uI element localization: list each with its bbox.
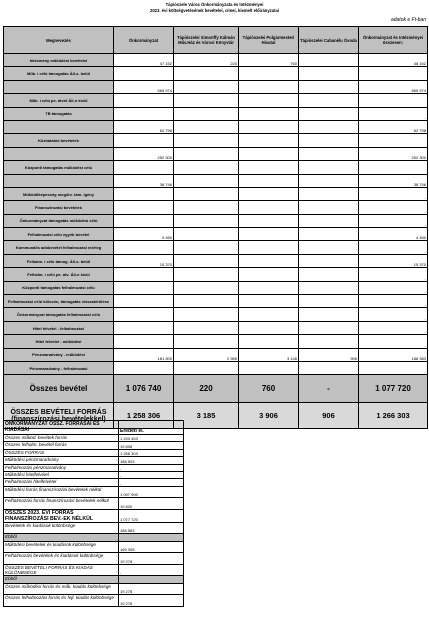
summary-value: 1 243 453 bbox=[119, 435, 184, 442]
table-row bbox=[4, 228, 428, 241]
summary-value: 188 583 bbox=[119, 522, 184, 534]
cell-value: 906 bbox=[299, 348, 359, 361]
summary-label: Felhalmozási hitelfelvétel bbox=[4, 479, 119, 486]
cell-value: 38 746 bbox=[359, 174, 428, 187]
column-header: Megnevezés bbox=[4, 27, 114, 54]
cell-value: - bbox=[299, 375, 359, 403]
table-row bbox=[4, 214, 428, 227]
cell-value: - bbox=[359, 187, 428, 200]
table-row bbox=[4, 201, 428, 214]
row-label: Pénzmaradvány - működési bbox=[4, 348, 114, 361]
cell-value bbox=[114, 335, 174, 348]
cell-value bbox=[114, 321, 174, 334]
cell-value bbox=[239, 120, 299, 133]
cell-value bbox=[299, 214, 359, 227]
summary-value: - bbox=[119, 564, 184, 576]
cell-value: 906 bbox=[299, 403, 359, 429]
summary-row bbox=[4, 595, 184, 607]
table-row bbox=[4, 254, 428, 267]
summary-title: ÖNKORMÁNYZAT ÖSSZ. FORRÁSAI ÉS KIADÁSAI bbox=[4, 421, 119, 435]
table-row bbox=[4, 348, 428, 361]
row-label: Pénzmaradvány - felhalmozási bbox=[4, 361, 114, 374]
column-header: Önkormányzat és Intézményei összesen: bbox=[359, 27, 428, 54]
table-row bbox=[4, 361, 428, 374]
column-header: Tápiószelei Cabanélu Óvoda bbox=[299, 27, 359, 54]
cell-value: 1 076 740 bbox=[114, 375, 174, 403]
cell-value bbox=[174, 254, 239, 267]
table-row bbox=[4, 321, 428, 334]
cell-value bbox=[299, 321, 359, 334]
row-label: Finanszírozási bevételek bbox=[4, 201, 114, 214]
table-row bbox=[4, 80, 428, 93]
cell-value bbox=[239, 321, 299, 334]
summary-row bbox=[4, 553, 184, 565]
cell-value: 188 383 bbox=[359, 348, 428, 361]
cell-value bbox=[114, 161, 174, 174]
summary-row bbox=[4, 435, 184, 442]
row-label bbox=[4, 147, 114, 160]
cell-value bbox=[114, 134, 174, 147]
cell-value bbox=[114, 214, 174, 227]
summary-row bbox=[4, 576, 184, 583]
summary-column-header: Eredeti ei. bbox=[119, 421, 184, 435]
cell-value bbox=[239, 187, 299, 200]
cell-value bbox=[174, 161, 239, 174]
cell-value bbox=[239, 268, 299, 281]
table-row bbox=[4, 54, 428, 67]
unit-note: adatok e Ft-ban bbox=[390, 17, 426, 23]
cell-value: - bbox=[359, 295, 428, 308]
summary-label: Felhalmozási forrás finanszírozási bevételek nélkül bbox=[4, 498, 119, 510]
summary-label: Összes működ. bevétek forrás bbox=[4, 435, 119, 442]
cell-value bbox=[299, 308, 359, 321]
summary-label: Összes felhalm. bevétel forrás bbox=[4, 442, 119, 449]
cell-value bbox=[239, 161, 299, 174]
summary-row bbox=[4, 498, 184, 510]
summary-row bbox=[4, 522, 184, 534]
cell-value bbox=[114, 361, 174, 374]
summary-label: Felhalmozási pénzmaradvány bbox=[4, 464, 119, 471]
summary-label: Bevételek és kiadások különbsége bbox=[4, 522, 119, 534]
summary-row bbox=[4, 509, 184, 522]
cell-value bbox=[114, 268, 174, 281]
summary-value: - bbox=[119, 471, 184, 478]
cell-value bbox=[299, 147, 359, 160]
cell-value bbox=[174, 321, 239, 334]
cell-value: 252 300 bbox=[114, 147, 174, 160]
summary-label: Működési pénzmaradvány bbox=[4, 457, 119, 464]
cell-value bbox=[359, 94, 428, 107]
row-label: Hitel felvétel - működési bbox=[4, 335, 114, 348]
row-label bbox=[4, 174, 114, 187]
table-row bbox=[4, 107, 428, 120]
row-label: Kommunális adóbevétel felhalmozási mérleg bbox=[4, 241, 114, 254]
cell-value: 665 974 bbox=[359, 80, 428, 93]
summary-row bbox=[4, 457, 184, 464]
cell-value: 220 bbox=[174, 375, 239, 403]
cell-value bbox=[299, 67, 359, 80]
table-row bbox=[4, 335, 428, 348]
cell-value bbox=[359, 134, 428, 147]
summary-row bbox=[4, 479, 184, 486]
summary-label: Működési forrás finanszírozási bevételek nélkül bbox=[4, 486, 119, 498]
cell-value: 4 450 bbox=[359, 228, 428, 241]
cell-value bbox=[239, 94, 299, 107]
cell-value: - bbox=[359, 201, 428, 214]
cell-value bbox=[239, 80, 299, 93]
cell-value: 181 500 bbox=[114, 348, 174, 361]
summary-row bbox=[4, 564, 184, 576]
cell-value bbox=[299, 201, 359, 214]
sum-row bbox=[4, 375, 428, 403]
summary-label: Összes működési forrás és műk. kiadás különbsége bbox=[4, 583, 119, 595]
cell-value bbox=[239, 254, 299, 267]
cell-value bbox=[174, 174, 239, 187]
cell-value: - bbox=[359, 107, 428, 120]
cell-value bbox=[299, 335, 359, 348]
summary-row bbox=[4, 442, 184, 449]
cell-value: 1 077 720 bbox=[359, 375, 428, 403]
table-row bbox=[4, 295, 428, 308]
cell-value bbox=[299, 80, 359, 93]
cell-value bbox=[174, 147, 239, 160]
cell-value: - bbox=[359, 214, 428, 227]
summary-value: 1 057 900 bbox=[119, 486, 184, 498]
cell-value: 760 bbox=[239, 54, 299, 67]
cell-value: 1 258 306 bbox=[114, 403, 174, 429]
cell-value: 3 146 bbox=[239, 348, 299, 361]
cell-value bbox=[174, 268, 239, 281]
cell-value: 3 185 bbox=[174, 403, 239, 429]
table-row bbox=[4, 94, 428, 107]
row-label: Önkormányzat támogatás működési célú bbox=[4, 214, 114, 227]
cell-value: - bbox=[359, 321, 428, 334]
cell-value: - bbox=[359, 241, 428, 254]
cell-value bbox=[174, 67, 239, 80]
cell-value bbox=[359, 161, 428, 174]
cell-value: 665 974 bbox=[114, 80, 174, 93]
summary-value: - bbox=[119, 479, 184, 486]
document-subtitle: 2023. évi költségvetésének bevételei, címei, kiemelt előirányzatai bbox=[150, 8, 279, 13]
table-row bbox=[4, 147, 428, 160]
summary-label: ÖSSZES FORRÁS bbox=[4, 449, 119, 456]
summary-value: - bbox=[119, 464, 184, 471]
cell-value bbox=[174, 201, 239, 214]
summary-value: 19 820 bbox=[119, 498, 184, 510]
cell-value: 47 152 bbox=[114, 54, 174, 67]
cell-value: 15 370 bbox=[114, 254, 174, 267]
cell-value: - bbox=[359, 361, 428, 374]
summary-label: ÖSSZES 2023. ÉVI FORRÁS FINANSZÍROZÁSI BEV.-EK NÉLKÜL bbox=[4, 509, 119, 522]
cell-value bbox=[239, 335, 299, 348]
revenue-table bbox=[3, 26, 428, 429]
table-row bbox=[4, 241, 428, 254]
cell-value bbox=[239, 214, 299, 227]
row-label: Felhalm. i célú támog. Áll-s. belül bbox=[4, 254, 114, 267]
row-label: Hitel felvétel - felhalmozási bbox=[4, 321, 114, 334]
cell-value: - bbox=[359, 308, 428, 321]
column-header: Tápiószelei Simonffy Kálmán Műv.Ház és Városi Könyvtár bbox=[174, 27, 239, 54]
cell-value bbox=[239, 134, 299, 147]
cell-value: 2 965 bbox=[174, 348, 239, 361]
cell-value bbox=[174, 214, 239, 227]
summary-row bbox=[4, 471, 184, 478]
row-label: Intézmény működési bevételei bbox=[4, 54, 114, 67]
table-row bbox=[4, 174, 428, 187]
summary-label: Ebből bbox=[4, 576, 119, 583]
summary-table bbox=[3, 420, 184, 607]
cell-value: 3 906 bbox=[239, 403, 299, 429]
cell-value bbox=[114, 94, 174, 107]
table-row bbox=[4, 161, 428, 174]
table-row bbox=[4, 134, 428, 147]
cell-value: 220 bbox=[174, 54, 239, 67]
row-label: Műk. i célú támogatás Áll-s. belül bbox=[4, 67, 114, 80]
cell-value bbox=[114, 107, 174, 120]
cell-value bbox=[114, 295, 174, 308]
summary-row bbox=[4, 449, 184, 456]
cell-value bbox=[239, 174, 299, 187]
cell-value: 15 370 bbox=[359, 254, 428, 267]
table-row bbox=[4, 281, 428, 294]
cell-value bbox=[299, 295, 359, 308]
row-label: Felhalmozási célú kölcsön, támogatás visszatérülése bbox=[4, 295, 114, 308]
summary-value: 19 836 bbox=[119, 442, 184, 449]
cell-value bbox=[174, 335, 239, 348]
cell-value: 252 300 bbox=[359, 147, 428, 160]
summary-value: 19 278 bbox=[119, 595, 184, 607]
cell-value bbox=[174, 228, 239, 241]
cell-value bbox=[359, 67, 428, 80]
table-row bbox=[4, 67, 428, 80]
summary-value: 188 503 bbox=[119, 457, 184, 464]
cell-value bbox=[299, 134, 359, 147]
summary-label: ÖSSZES BEVÉTELI FORRÁS ÉS KIADÁS KÜLÖNBSÉGE bbox=[4, 564, 119, 576]
summary-row bbox=[4, 534, 184, 541]
column-header: Tápiószelei Polgármesteri Hivatal bbox=[239, 27, 299, 54]
cell-value bbox=[299, 228, 359, 241]
row-label: Összes bevétel bbox=[4, 375, 114, 403]
cell-value bbox=[299, 120, 359, 133]
row-label: Központi támogatás felhalmozási célú bbox=[4, 281, 114, 294]
cell-value bbox=[174, 80, 239, 93]
cell-value bbox=[174, 295, 239, 308]
cell-value: 62 798 bbox=[359, 120, 428, 133]
row-label: TB támogatás bbox=[4, 107, 114, 120]
summary-label: Működési hitelfelvétel bbox=[4, 471, 119, 478]
summary-row bbox=[4, 541, 184, 553]
table-row bbox=[4, 308, 428, 321]
cell-value bbox=[299, 187, 359, 200]
cell-value: - bbox=[359, 335, 428, 348]
row-label: Közhatalmi bevételek bbox=[4, 134, 114, 147]
row-label: Felhalm. i célú pe. átv. Áll-n kívül bbox=[4, 268, 114, 281]
cell-value bbox=[299, 94, 359, 107]
cell-value bbox=[299, 361, 359, 374]
cell-value bbox=[174, 281, 239, 294]
cell-value bbox=[174, 241, 239, 254]
cell-value: 38 746 bbox=[114, 174, 174, 187]
summary-row bbox=[4, 464, 184, 471]
summary-value: 19 278 bbox=[119, 583, 184, 595]
cell-value: 48 152 bbox=[359, 54, 428, 67]
cell-value bbox=[114, 187, 174, 200]
cell-value: - bbox=[359, 281, 428, 294]
cell-value bbox=[174, 187, 239, 200]
cell-value bbox=[299, 54, 359, 67]
summary-label: Összes felhalmozási forrás és fejl. kiadás különbsége bbox=[4, 595, 119, 607]
cell-value: 4 450 bbox=[114, 228, 174, 241]
summary-label: Ebből bbox=[4, 534, 119, 541]
row-label: Központi támogatás működési célú bbox=[4, 161, 114, 174]
cell-value bbox=[174, 107, 239, 120]
cell-value bbox=[299, 268, 359, 281]
cell-value bbox=[299, 161, 359, 174]
table-row bbox=[4, 268, 428, 281]
row-label bbox=[4, 120, 114, 133]
summary-label: Felhalmozási bevételek és kiadások különbsége bbox=[4, 553, 119, 565]
row-label: Önkormányzat támogatás felhalmozási célú bbox=[4, 308, 114, 321]
cell-value bbox=[239, 201, 299, 214]
cell-value: 760 bbox=[239, 375, 299, 403]
summary-value: 1 077 720 bbox=[119, 509, 184, 522]
cell-value bbox=[174, 361, 239, 374]
summary-value: 19 278 bbox=[119, 553, 184, 565]
row-label: ÖSSZES BEVÉTELI FORRÁS (finanszírozási bevételekkel) bbox=[4, 403, 114, 429]
cell-value bbox=[174, 134, 239, 147]
row-label: Működőképesség megőrz. tám. Igény bbox=[4, 187, 114, 200]
cell-value bbox=[114, 67, 174, 80]
summary-value: 169 305 bbox=[119, 541, 184, 553]
cell-value bbox=[239, 281, 299, 294]
row-label: Felhalmozási célú egyéb bevétel bbox=[4, 228, 114, 241]
table-row bbox=[4, 120, 428, 133]
cell-value bbox=[299, 241, 359, 254]
cell-value bbox=[239, 361, 299, 374]
summary-value: 1 266 303 bbox=[119, 449, 184, 456]
row-label: Műk. i célú pe. átvét Áll-n kívül bbox=[4, 94, 114, 107]
cell-value bbox=[239, 147, 299, 160]
cell-value bbox=[239, 241, 299, 254]
cell-value: 1 266 303 bbox=[359, 403, 428, 429]
row-label bbox=[4, 80, 114, 93]
cell-value bbox=[239, 107, 299, 120]
cell-value: - bbox=[359, 268, 428, 281]
cell-value bbox=[174, 94, 239, 107]
cell-value bbox=[239, 308, 299, 321]
cell-value: 62 798 bbox=[114, 120, 174, 133]
cell-value bbox=[114, 201, 174, 214]
cell-value bbox=[114, 281, 174, 294]
cell-value bbox=[299, 254, 359, 267]
cell-value bbox=[239, 67, 299, 80]
document-title: Tápiószele Város Önkormányzata és Intézményei bbox=[165, 2, 264, 7]
cell-value bbox=[114, 308, 174, 321]
summary-value bbox=[119, 534, 184, 541]
cell-value bbox=[239, 228, 299, 241]
summary-value bbox=[119, 576, 184, 583]
cell-value bbox=[299, 281, 359, 294]
cell-value bbox=[239, 295, 299, 308]
cell-value bbox=[174, 120, 239, 133]
summary-row bbox=[4, 583, 184, 595]
cell-value bbox=[114, 241, 174, 254]
summary-row bbox=[4, 486, 184, 498]
cell-value bbox=[299, 174, 359, 187]
cell-value bbox=[299, 107, 359, 120]
table-row bbox=[4, 187, 428, 200]
table-header-row bbox=[4, 27, 428, 54]
column-header: Önkormányzat bbox=[114, 27, 174, 54]
summary-label: Működési bevételek és kiadások különbsége bbox=[4, 541, 119, 553]
summary-header-row bbox=[4, 421, 184, 435]
cell-value bbox=[174, 308, 239, 321]
